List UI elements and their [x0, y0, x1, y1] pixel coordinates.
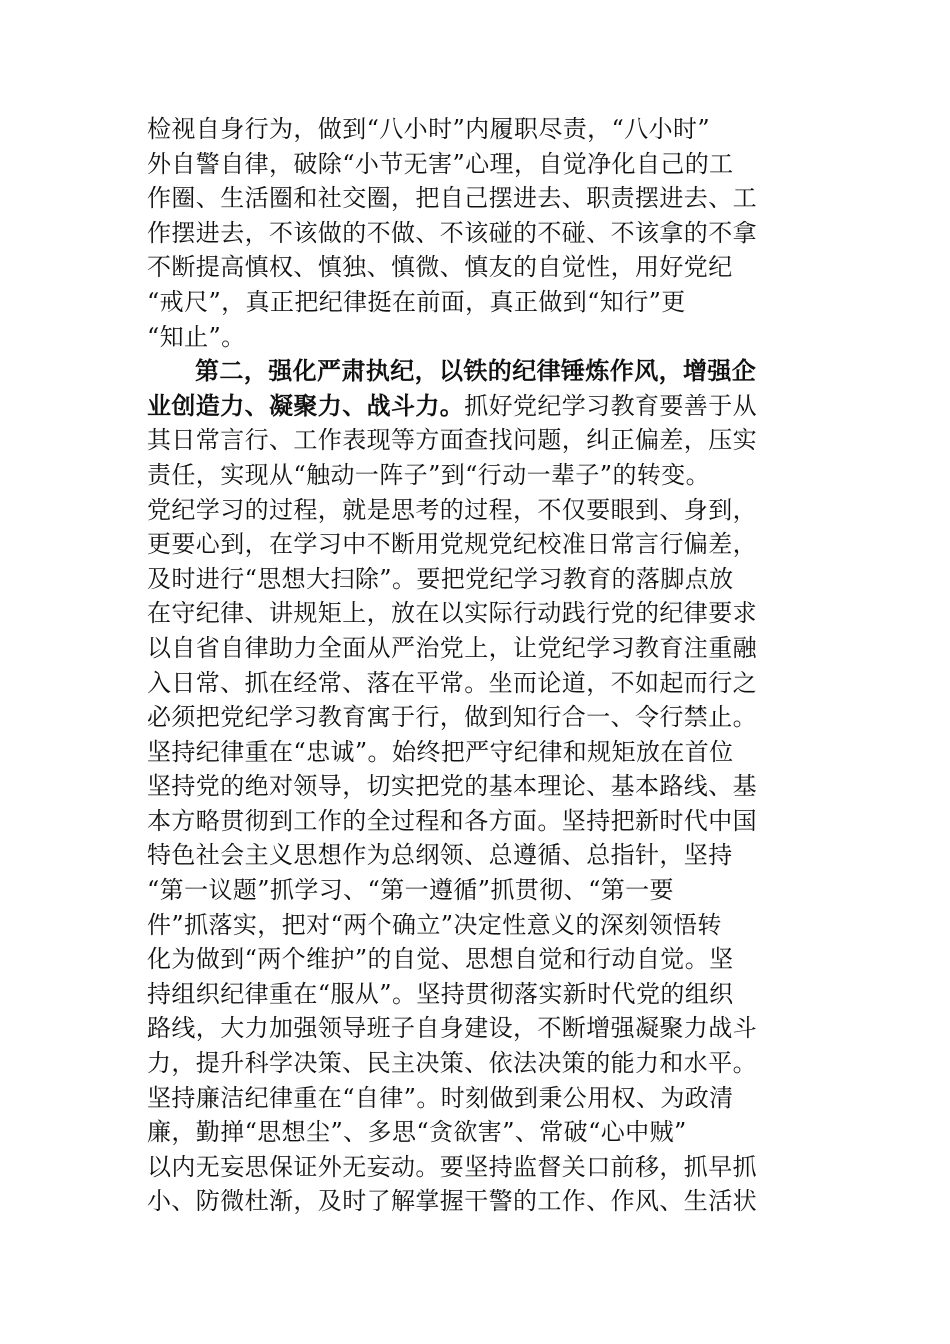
text-line: 特色社会主义思想作为总纲领、总遵循、总指针，坚持 [147, 841, 733, 870]
text-line: 小、防微杜渐，及时了解掌握干警的工作、作风、生活状 [147, 1187, 757, 1216]
text-line: 作摆进去，不该做的不做、不该碰的不碰、不该拿的不拿 [147, 218, 757, 247]
text-line: 路线，大力加强领导班子自身建设，不断增强凝聚力战斗 [147, 1014, 757, 1043]
paragraph-start: 抓好党纪学习教育要善于从 [464, 391, 758, 420]
section-heading-tail: 业创造力、凝聚力、战斗力。 [147, 390, 465, 420]
text-line: 坚持纪律重在“忠诚”。始终把严守纪律和规矩放在首位 [147, 737, 734, 766]
text-line: “戒尺”，真正把纪律挺在前面，真正做到“知行”更 [147, 287, 686, 316]
text-line: “知止”。 [147, 322, 246, 351]
text-line: 党纪学习的过程，就是思考的过程，不仅要眼到、身到， [147, 495, 757, 524]
text-line: 更要心到，在学习中不断用党规党纪校准日常言行偏差， [147, 530, 757, 559]
document-body [147, 112, 807, 1219]
text-line: 以自省自律助力全面从严治党上，让党纪学习教育注重融 [147, 633, 757, 662]
text-line: 在守纪律、讲规矩上，放在以实际行动践行党的纪律要求 [147, 599, 757, 628]
text-line: 持组织纪律重在“服从”。坚持贯彻落实新时代党的组织 [147, 979, 734, 1008]
text-line: 及时进行“思想大扫除”。要把党纪学习教育的落脚点放 [147, 564, 734, 593]
text-line: 件”抓落实，把对“两个确立”决定性意义的深刻领悟转 [147, 910, 722, 939]
text-line: 外自警自律，破除“小节无害”心理，自觉净化自己的工 [147, 149, 734, 178]
section-heading-line: 第二，强化严肃执纪，以铁的纪律锤炼作风，增强企 [195, 356, 757, 386]
text-line: 以内无妄思保证外无妄动。要坚持监督关口前移，抓早抓 [147, 1152, 757, 1181]
text-line: 其日常言行、工作表现等方面查找问题，纠正偏差，压实 [147, 426, 757, 455]
text-line: 化为做到“两个维护”的自觉、思想自觉和行动自觉。坚 [147, 945, 734, 974]
text-line: 必须把党纪学习教育寓于行，做到知行合一、令行禁止。 [147, 703, 757, 732]
section-heading-continuation [147, 389, 807, 424]
text-line: 本方略贯彻到工作的全过程和各方面。坚持把新时代中国 [147, 806, 757, 835]
text-line: 检视自身行为，做到“八小时”内履职尽责，“八小时” [147, 115, 711, 143]
text-line: 作圈、生活圈和社交圈，把自己摆进去、职责摆进去、工 [147, 184, 757, 213]
text-line: 坚持党的绝对领导，切实把党的基本理论、基本路线、基 [147, 772, 757, 801]
text-line: 不断提高慎权、慎独、慎微、慎友的自觉性，用好党纪 [147, 253, 733, 282]
text-line: “第一议题”抓学习、“第一遵循”抓贯彻、“第一要 [147, 876, 674, 905]
text-line: 责任，实现从“触动一阵子”到“行动一辈子”的转变。 [147, 460, 711, 489]
text-line: 入日常、抓在经常、落在平常。坐而论道，不如起而行之 [147, 668, 757, 697]
text-line: 廉，勤掸“思想尘”、多思“贪欲害”、常破“心中贼” [147, 1118, 687, 1147]
text-line: 力，提升科学决策、民主决策、依法决策的能力和水平。 [147, 1049, 757, 1078]
text-line: 坚持廉洁纪律重在“自律”。时刻做到秉公用权、为政清 [147, 1083, 734, 1112]
